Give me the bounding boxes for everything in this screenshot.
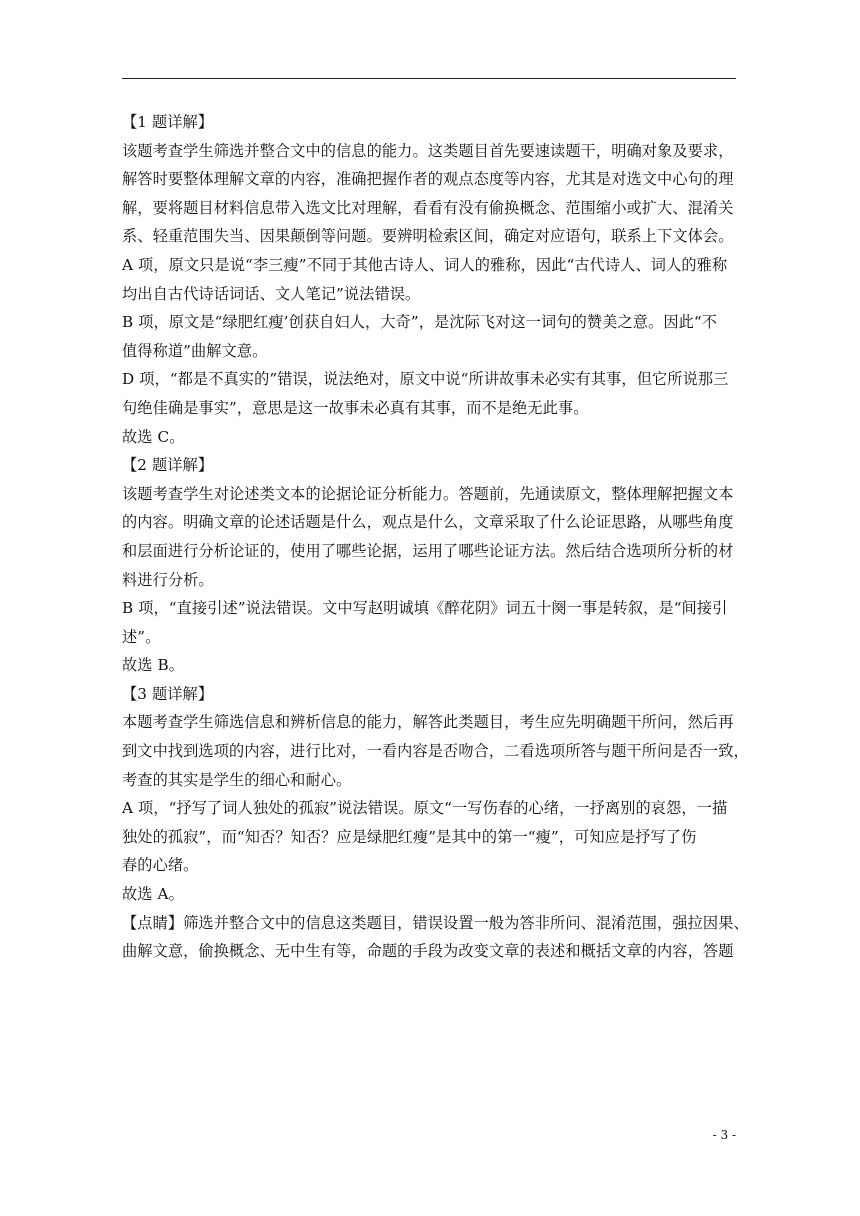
answer-line: 故选 B。 [122, 656, 185, 675]
section-heading-q1: 【1 题详解】 [122, 113, 214, 131]
text-line: 句绝佳确是事实”，意思是这一故事未必真有其事，而不是绝无此事。 [122, 398, 589, 417]
text-line: 独处的孤寂”，而“知否？知否？应是绿肥红瘦”是其中的第一“瘦”，可知应是抒写了伤 [122, 827, 697, 846]
commentary-line: 【点睛】筛选并整合文中的信息这类题目，错误设置一般为答非所问、混淆范围，强拉因果、 [122, 913, 749, 932]
text-line: 和层面进行分析论证的，使用了哪些论据，运用了哪些论证方法。然后结合选项所分析的材 [122, 541, 734, 560]
text-line: 的内容。明确文章的论述话题是什么，观点是什么，文章采取了什么论证思路，从哪些角度 [122, 513, 734, 532]
text-line: 本题考查学生筛选信息和辨析信息的能力，解答此类题目，考生应先明确题干所问，然后再 [122, 713, 734, 732]
document-body [122, 108, 749, 966]
page-number: - 3 - [712, 1128, 736, 1142]
text-line: 解答时要整体理解文章的内容，准确把握作者的观点态度等内容，尤其是对选文中心句的理 [122, 170, 734, 189]
text-line: D 项，“都是不真实的”错误，说法绝对，原文中说“所讲故事未必实有其事，但它所说那三 [122, 370, 729, 389]
answer-line: 故选 C。 [122, 427, 185, 446]
text-line: A 项，原文只是说“李三瘦”不同于其他古诗人、词人的雅称，因此“古代诗人、词人的雅称 [122, 255, 728, 274]
text-line: 述”。 [122, 627, 161, 646]
text-line: 该题考查学生对论述类文本的论据论证分析能力。答题前，先通读原文，整体理解把握文本 [122, 484, 734, 503]
text-line: 解，要将题目材料信息带入选文比对理解，看看有没有偷换概念、范围缩小或扩大、混淆关 [122, 198, 734, 217]
text-line: 到文中找到选项的内容，进行比对，一看内容是否吻合，二看选项所答与题干所问是否一致， [122, 742, 749, 761]
text-line: A 项，“抒写了词人独处的孤寂”说法错误。原文“一写伤春的心绪，一抒离别的哀怨，一描 [122, 799, 728, 818]
text-line: 该题考查学生筛选并整合文中的信息的能力。这类题目首先要速读题干，明确对象及要求， [122, 141, 734, 160]
text-line: 值得称道”曲解文意。 [122, 341, 268, 360]
answer-line: 故选 A。 [122, 885, 184, 904]
text-line: 系、轻重范围失当、因果颠倒等问题。要辨明检索区间，确定对应语句，联系上下文体会。 [122, 227, 734, 246]
text-line: 料进行分析。 [122, 570, 214, 589]
commentary-line: 曲解文意，偷换概念、无中生有等，命题的手段为改变文章的表述和概括文章的内容，答题 [122, 942, 734, 961]
header-rule [122, 78, 736, 79]
text-line: 春的心绪。 [122, 856, 199, 875]
section-heading-q3: 【3 题详解】 [122, 684, 214, 703]
text-line: 均出自古代诗话词话、文人笔记”说法错误。 [122, 284, 421, 303]
text-line: B 项，“直接引述”说法错误。文中写赵明诚填《醉花阴》词五十阕一事是转叙，是“间接引 [122, 599, 728, 618]
text-line: 考查的其实是学生的细心和耐心。 [122, 770, 352, 789]
text-line: B 项，原文是“绿肥红瘦’创获自妇人，大奇”，是沈际飞对这一词句的赞美之意。因此“不 [122, 313, 718, 332]
section-heading-q2: 【2 题详解】 [122, 456, 214, 475]
